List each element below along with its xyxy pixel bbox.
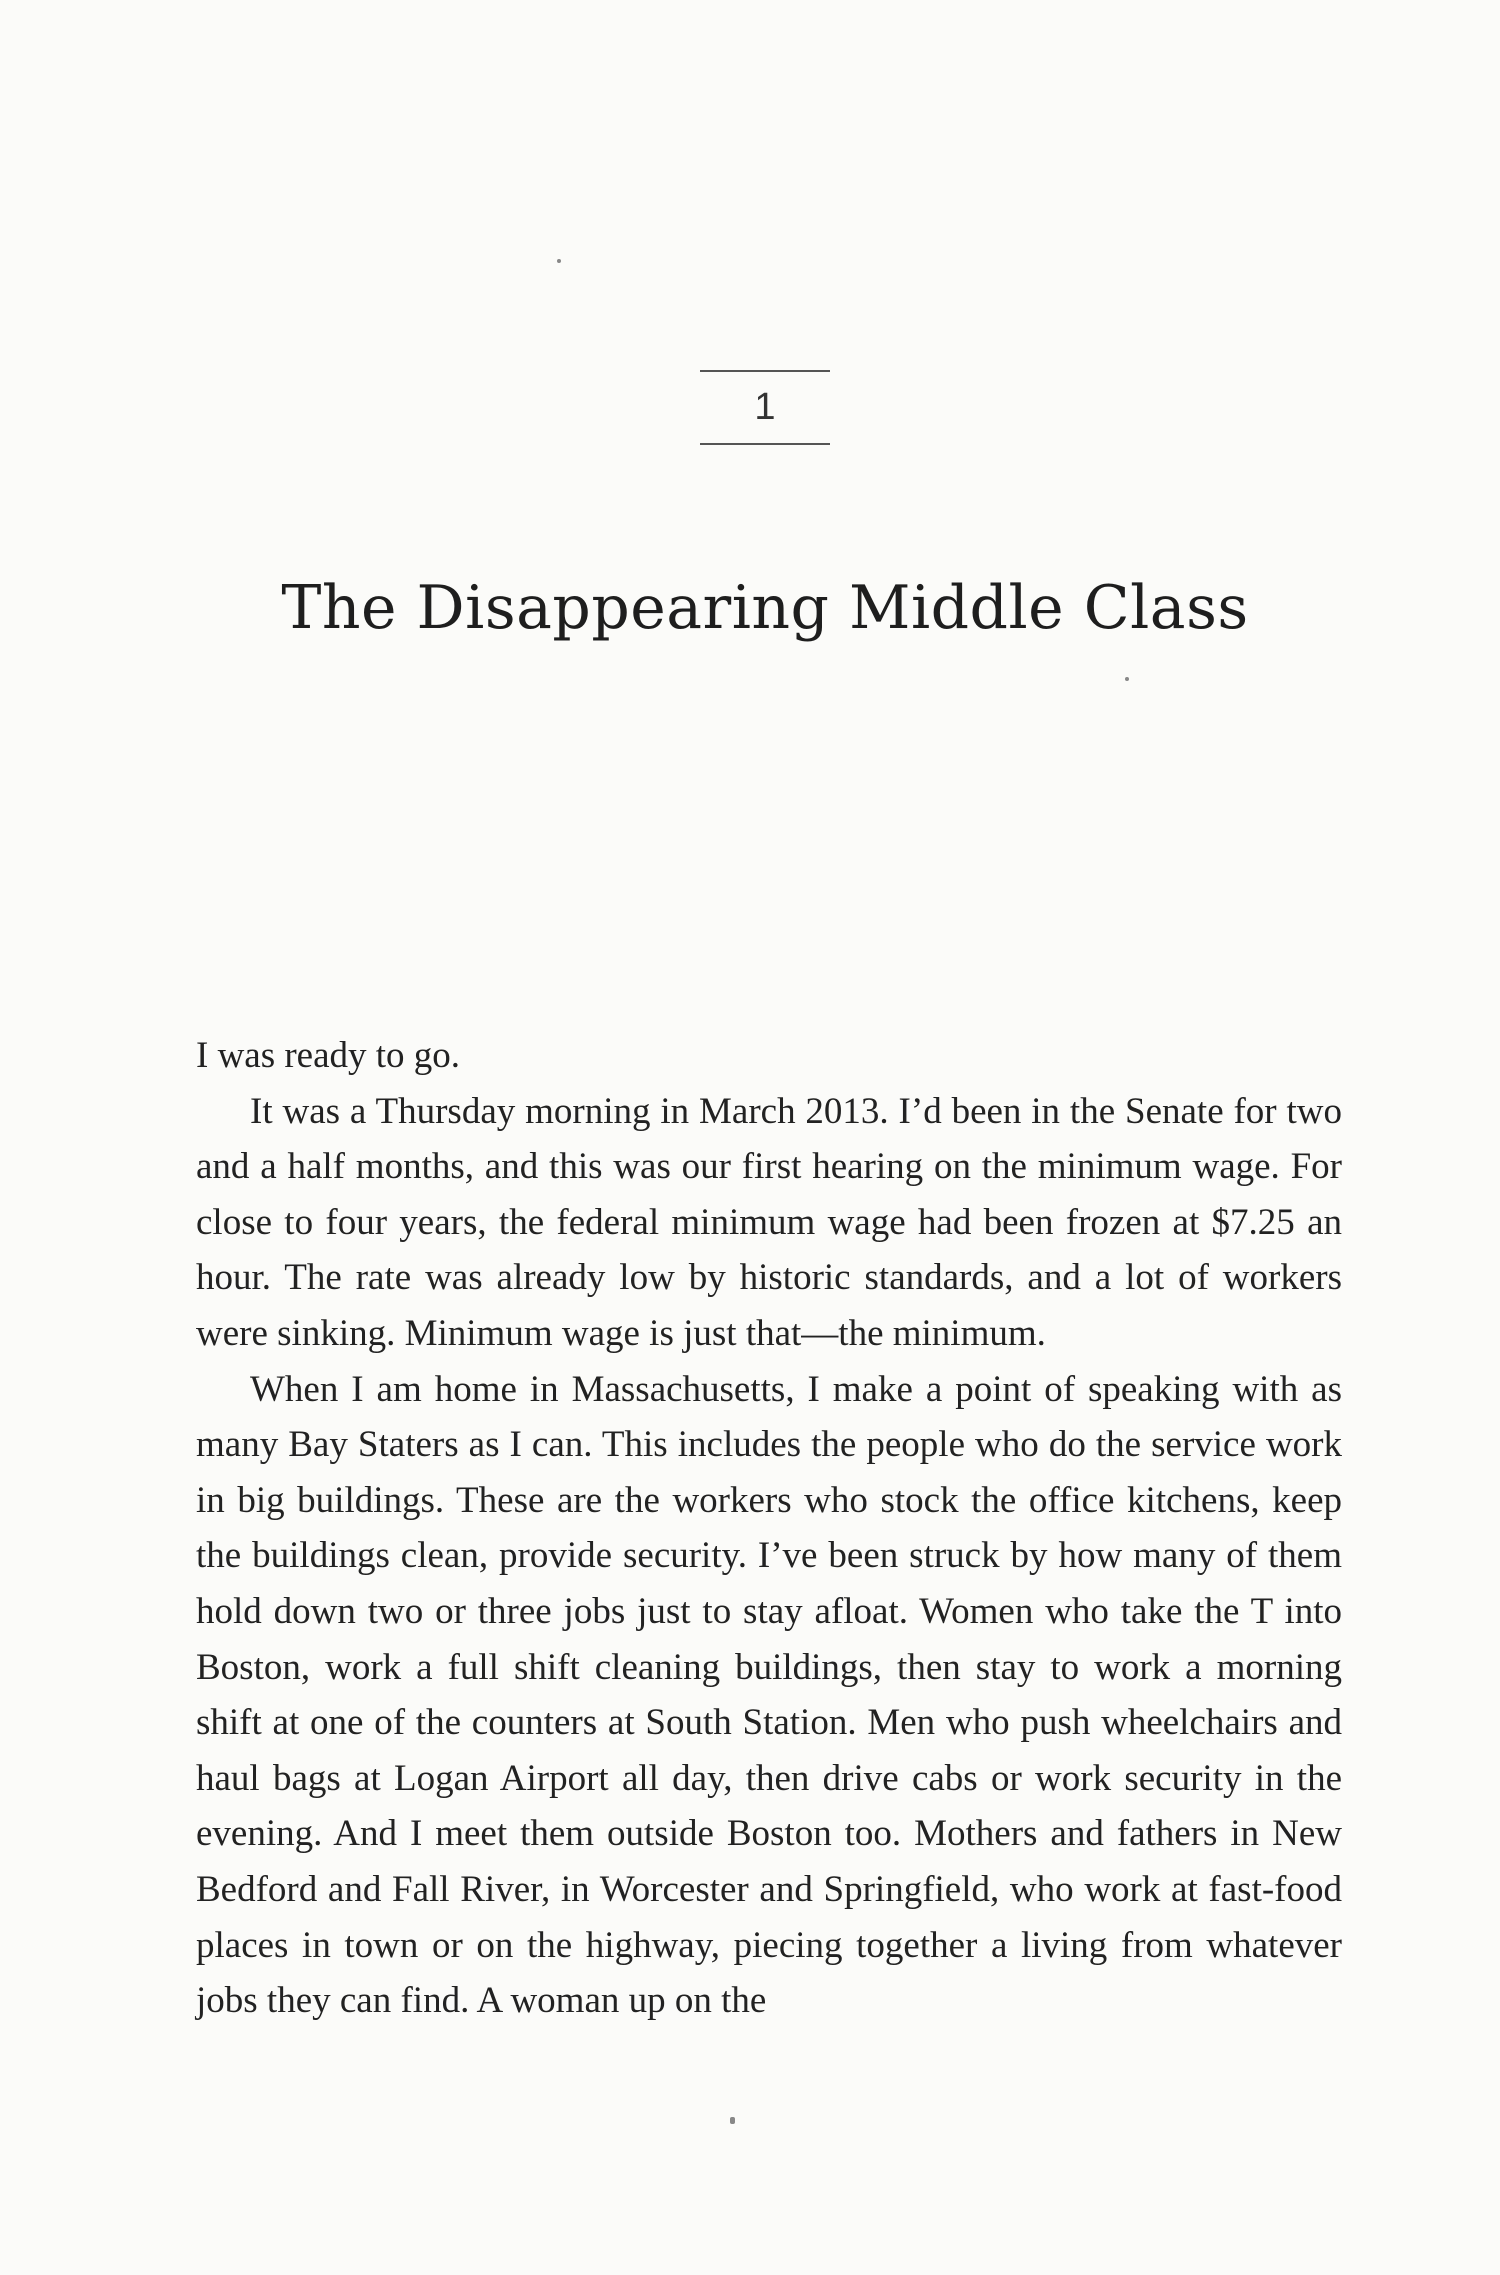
scan-speck	[730, 2117, 735, 2124]
scan-speck	[1125, 677, 1129, 681]
paragraph-opening: I was ready to go.	[196, 1035, 461, 1076]
chapter-number-top-rule	[700, 370, 830, 372]
chapter-body-text	[196, 1028, 1342, 2029]
paragraph: It was a Thursday morning in March 2013. I’d been in the Senate for two and a half months, and this was our first hearing on the minimum wage. For close to four years, the federal minimum wage had been frozen at $7.25 an hour. The rate was already low by historic standards, and a lot of workers were sinking. Minimum wage is just that—the minimum.	[196, 1090, 1342, 1354]
chapter-number-bottom-rule	[700, 443, 830, 445]
scan-speck	[557, 259, 561, 263]
chapter-title: The Disappearing Middle Class	[281, 573, 1249, 643]
paragraph: When I am home in Massachusetts, I make a point of speaking with as many Bay Staters as I can. This includes the people who do the service work in big buildings. These are the workers who stock the office kitchens, keep the buildings clean, provide security. I’ve been struck by how many of them hold down two or three jobs just to stay afloat. Women who take the T into Boston, work a full shift cleaning buildings, then stay to work a morning shift at one of the counters at South Station. Men who push wheelchairs and haul bags at Logan Airport all day, then drive cabs or work security in the evening. And I meet them outside Boston too. Mothers and fathers in New Bedford and Fall River, in Worcester and Springfield, who work at fast-food places in town or on the highway, piecing together a living from whatever jobs they can find. A woman up on the	[196, 1368, 1342, 2022]
chapter-number: 1	[754, 386, 776, 428]
